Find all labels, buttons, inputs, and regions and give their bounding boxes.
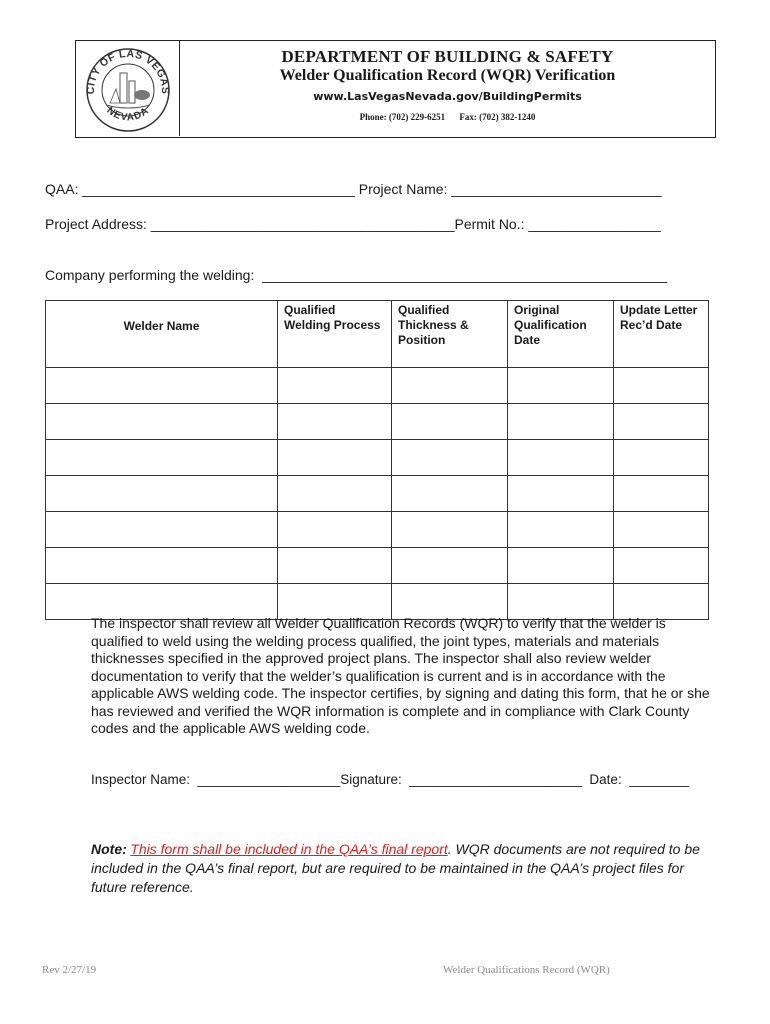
table-cell[interactable] [392, 512, 508, 548]
svg-text:NEVADA: NEVADA [104, 105, 152, 124]
table-cell[interactable] [278, 476, 392, 512]
table-cell[interactable] [508, 404, 614, 440]
company-welding-line[interactable]: Company performing the welding: ____________________________________________________ [45, 267, 667, 283]
table-cell[interactable] [614, 512, 709, 548]
table-row [46, 512, 709, 548]
table-cell[interactable] [392, 440, 508, 476]
table-cell[interactable] [278, 368, 392, 404]
col-header-update-letter-date: Update Letter Rec’d Date [614, 301, 709, 368]
table-cell[interactable] [46, 440, 278, 476]
inspector-signature-line[interactable]: Inspector Name: ___________________Signature: _______________________ Date: ________ [91, 772, 690, 787]
table-cell[interactable] [392, 404, 508, 440]
footer-document-name: Welder Qualifications Record (WQR) [443, 964, 610, 976]
table-cell[interactable] [508, 368, 614, 404]
note-highlight: This form shall be included in the QAA’s final report [130, 841, 448, 857]
city-seal-icon [82, 45, 174, 133]
inspector-instructions: The inspector shall review all Welder Qualification Records (WQR) to verify that the welder is qualified to weld using the welding process qualified, the joint types, materials and materials thicknesses specified in the approved project plans. The inspector shall also review welder documentation to verify that the welder’s qualification is current and is in accordance with the applicable AWS welding code. The inspector certifies, by signing and dating this form, that he or she has reviewed and verified the WQR information is complete and in compliance with Clark County codes and the applicable AWS welding code. [91, 615, 710, 736]
table-cell[interactable] [46, 476, 278, 512]
note-text: . WQR documents are not required to be included in the QAA’s final report, but are required to be maintained in the QAA’s project files for future reference. [91, 841, 700, 895]
table-cell[interactable] [508, 476, 614, 512]
table-cell[interactable] [392, 476, 508, 512]
fax-number: Fax: (702) 382-1240 [459, 112, 536, 122]
contact-line [180, 112, 715, 122]
header-text [180, 41, 715, 122]
table-cell[interactable] [614, 548, 709, 584]
table-cell[interactable] [46, 368, 278, 404]
department-title: DEPARTMENT OF BUILDING & SAFETY [281, 47, 614, 66]
table-cell[interactable] [508, 440, 614, 476]
table-cell[interactable] [392, 368, 508, 404]
col-header-welder-name: Welder Name [46, 301, 278, 368]
table-cell[interactable] [46, 404, 278, 440]
table-cell[interactable] [46, 548, 278, 584]
website-link[interactable]: www.LasVegasNevada.gov/BuildingPermits [313, 90, 582, 103]
table-cell[interactable] [614, 476, 709, 512]
svg-text:CITY OF LAS VEGAS: CITY OF LAS VEGAS [84, 47, 172, 95]
table-row [46, 476, 709, 512]
revision-date: Rev 2/27/19 [42, 964, 97, 976]
table-cell[interactable] [278, 548, 392, 584]
table-cell[interactable] [278, 440, 392, 476]
table-cell[interactable] [614, 404, 709, 440]
table-row [46, 404, 709, 440]
table-cell[interactable] [614, 368, 709, 404]
seal-cell [76, 41, 180, 136]
welder-table [45, 300, 709, 620]
note-block [91, 840, 721, 897]
qaa-project-name-line[interactable]: QAA: ___________________________________ Project Name: ___________________________ [45, 181, 662, 197]
table-cell[interactable] [46, 512, 278, 548]
header-box [75, 40, 716, 138]
table-header-row [46, 301, 709, 368]
table-row [46, 368, 709, 404]
note-label: Note: [91, 841, 127, 857]
table-cell[interactable] [392, 548, 508, 584]
table-cell[interactable] [508, 548, 614, 584]
table-cell[interactable] [614, 440, 709, 476]
phone-number: Phone: (702) 229-6251 [359, 112, 446, 122]
table-cell[interactable] [278, 404, 392, 440]
col-header-welding-process: Qualified Welding Process [278, 301, 392, 368]
form-title: Welder Qualification Record (WQR) Verification [279, 67, 616, 84]
table-row [46, 548, 709, 584]
col-header-thickness-position: Qualified Thickness & Position [392, 301, 508, 368]
col-header-qualification-date: Original Qualification Date [508, 301, 614, 368]
table-cell[interactable] [278, 512, 392, 548]
project-address-permit-line[interactable]: Project Address: _______________________________________Permit No.: _________________ [45, 216, 661, 232]
table-cell[interactable] [508, 512, 614, 548]
table-row [46, 440, 709, 476]
